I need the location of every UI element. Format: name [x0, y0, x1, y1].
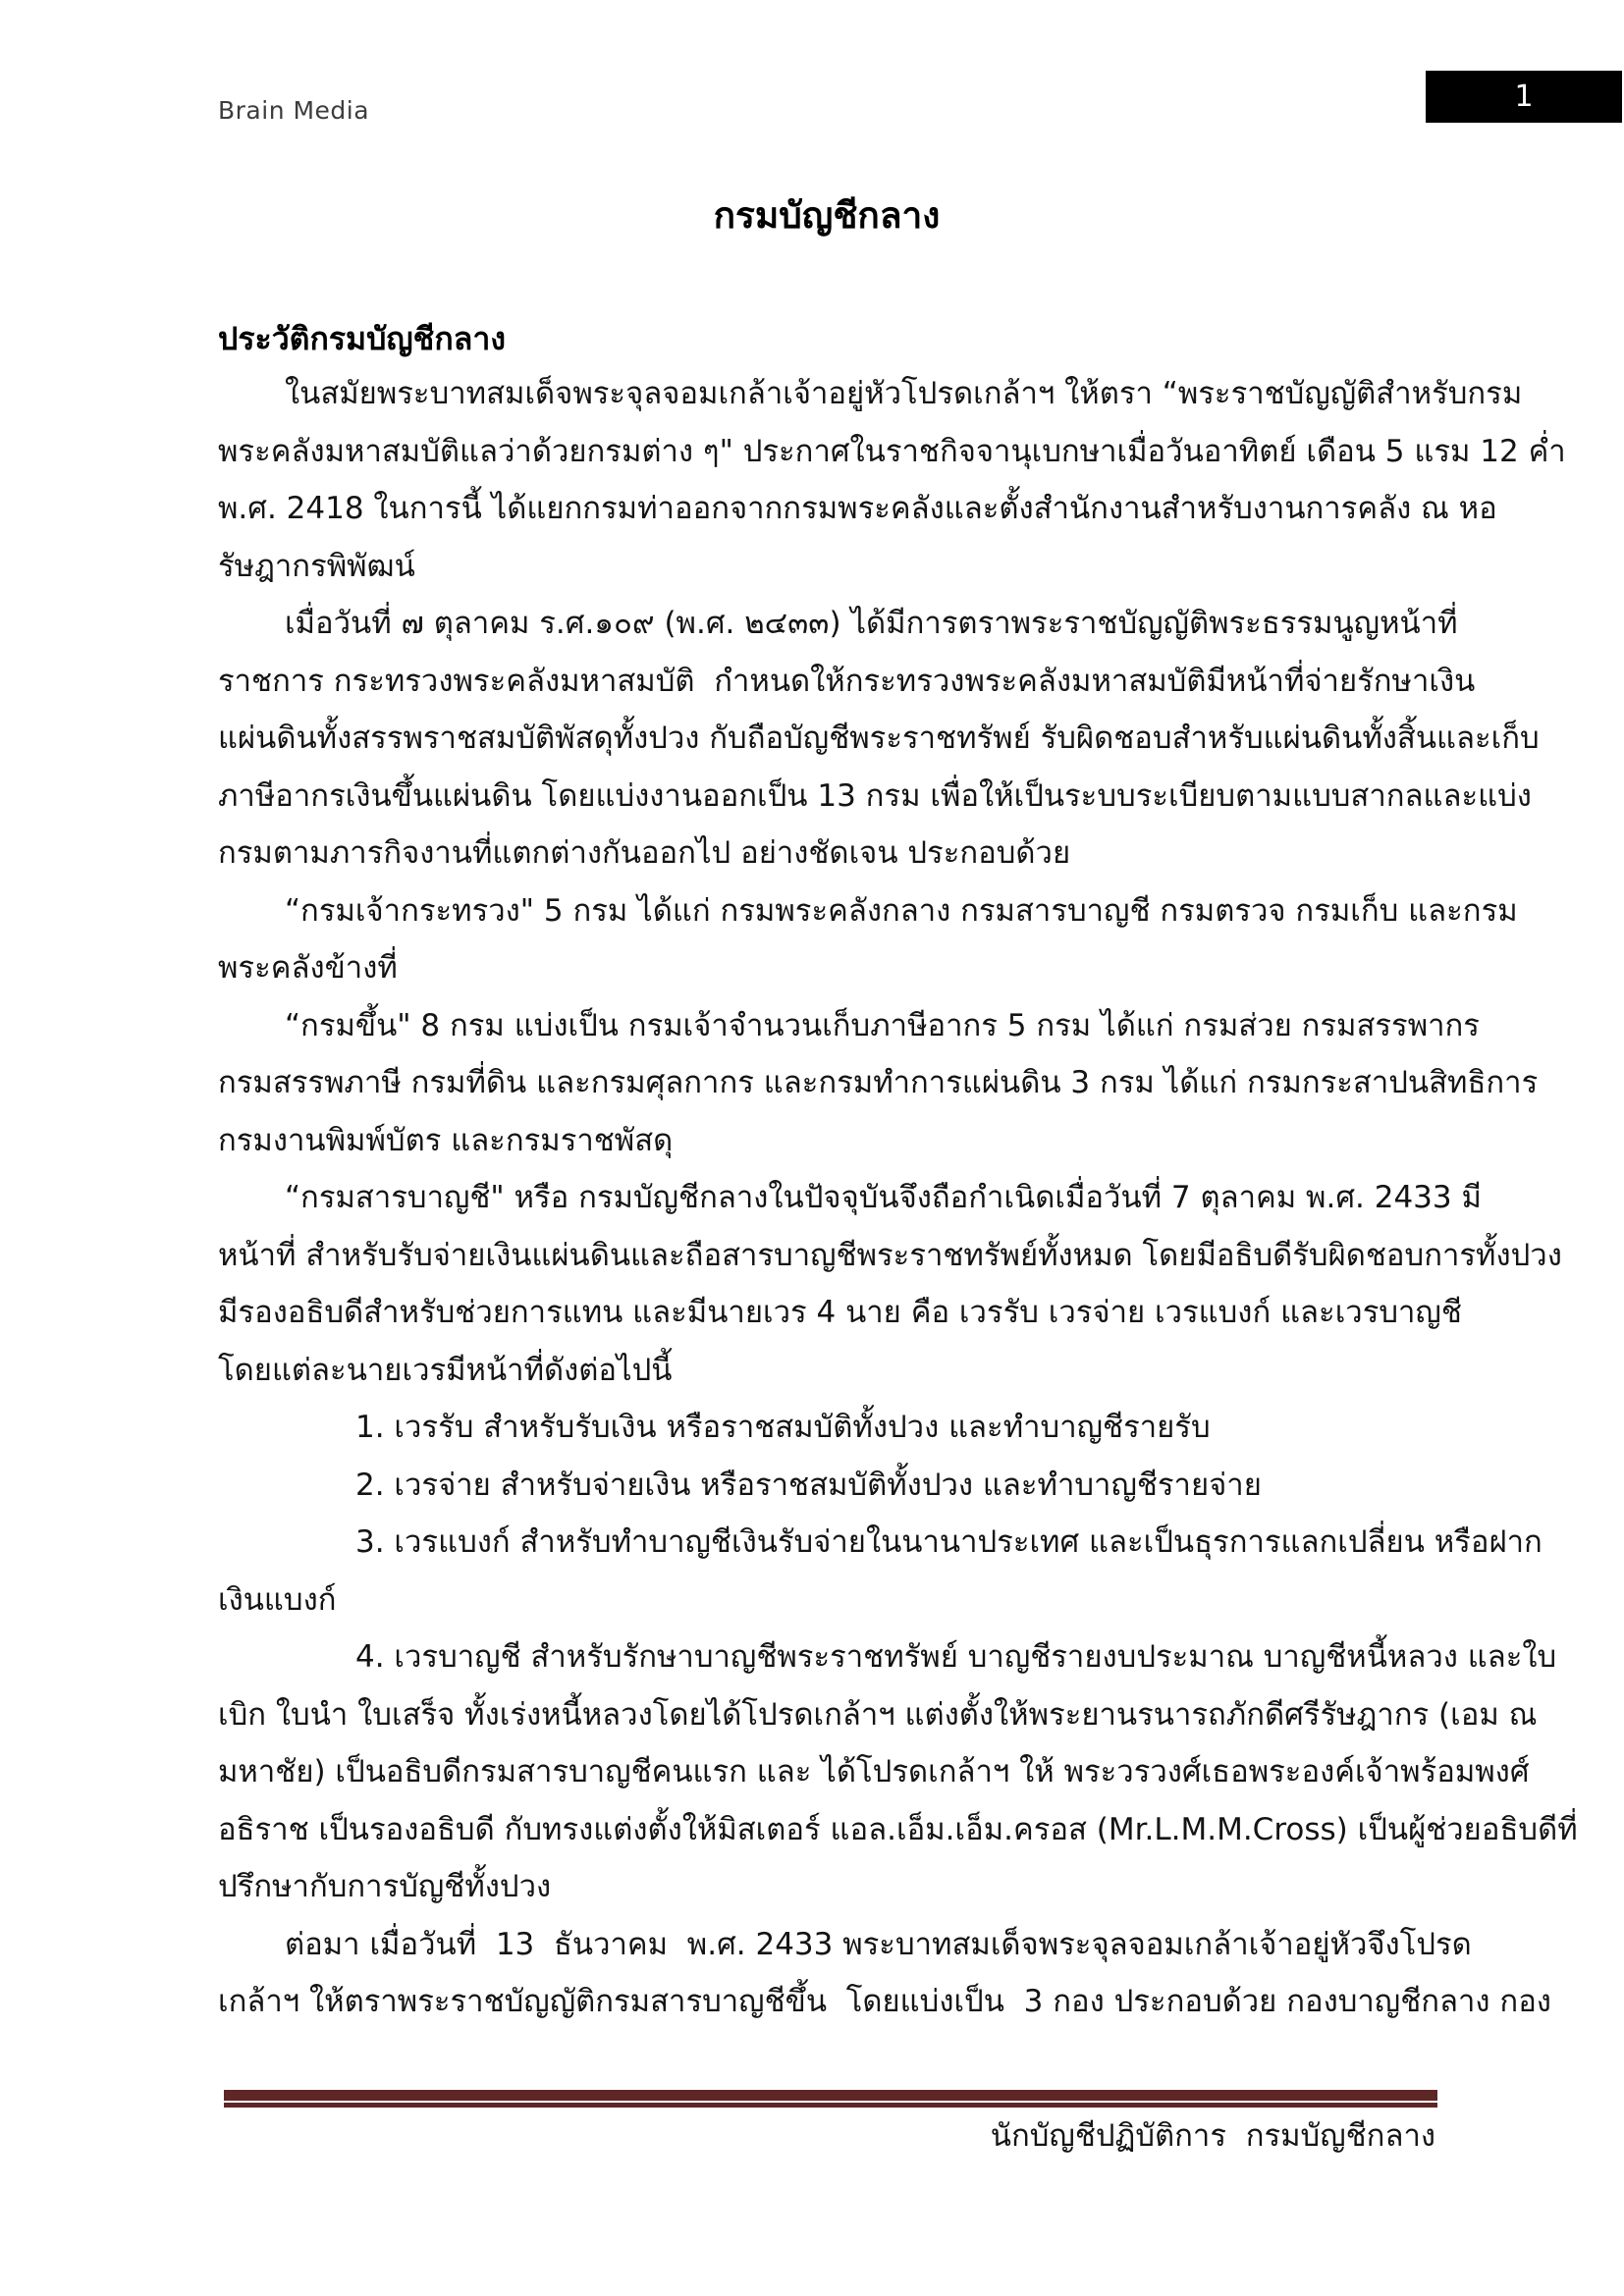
text-line: 3. เวรแบงก์ สำหรับทำบาญชีเงินรับจ่ายในนานาประเทศ และเป็นธุรการแลกเปลี่ยน หรือฝาก — [355, 1524, 1543, 1560]
text-line: แผ่นดินทั้งสรรพราชสมบัติพัสดุทั้งปวง กับถือบัญชีพระราชทรัพย์ รับผิดชอบสำหรับแผ่นดินทั้งสิ้นและเก็บ — [218, 721, 1540, 756]
text-line: กรมตามภารกิจงานที่แตกต่างกันออกไป อย่างชัดเจน ประกอบด้วย — [218, 835, 1071, 871]
text-line: โดยแต่ละนายเวรมีหน้าที่ดังต่อไปนี้ — [218, 1352, 673, 1388]
footer-rule-thin — [224, 2103, 1437, 2108]
text-line: 1. เวรรับ สำหรับรับเงิน หรือราชสมบัติทั้งปวง และทำบาญชีรายรับ — [355, 1410, 1211, 1445]
text-line: ต่อมา เมื่อวันที่ 13 ธันวาคม พ.ศ. 2433 พระบาทสมเด็จพระจุลจอมเกล้าเจ้าอยู่หัวจึงโปรด — [285, 1926, 1472, 1962]
text-line: ราชการ กระทรวงพระคลังมหาสมบัติ กำหนดให้กระทรวงพระคลังมหาสมบัติมีหน้าที่จ่ายรักษาเงิน — [218, 663, 1476, 699]
text-line: กรมงานพิมพ์บัตร และกรมราชพัสดุ — [218, 1122, 674, 1158]
text-line: เมื่อวันที่ ๗ ตุลาคม ร.ศ.๑๐๙ (พ.ศ. ๒๔๓๓) ได้มีการตราพระราชบัญญัติพระธรรมนูญหน้าที่ — [285, 606, 1458, 641]
text-line: หน้าที่ สำหรับรับจ่ายเงินแผ่นดินและถือสารบาญชีพระราชทรัพย์ทั้งหมด โดยมีอธิบดีรับผิดชอบการทั้งปวง — [218, 1237, 1562, 1273]
text-line: ปรึกษากับการบัญชีทั้งปวง — [218, 1869, 552, 1904]
footer-rule — [224, 2090, 1437, 2108]
page-number: 1 — [1514, 80, 1534, 114]
page-number-box — [1426, 71, 1622, 123]
text-line: พระคลังข้างที่ — [218, 950, 398, 986]
document-body — [218, 365, 1578, 2031]
section-heading: ประวัติกรมบัญชีกลาง — [218, 320, 506, 357]
text-line: มีรองอธิบดีสำหรับช่วยการแทน และมีนายเวร 4 นาย คือ เวรรับ เวรจ่าย เวรแบงก์ และเวรบาญชี — [218, 1295, 1462, 1330]
text-line: กรมสรรพภาษี กรมที่ดิน และกรมศุลกากร และกรมทำการแผ่นดิน 3 กรม ได้แก่ กรมกระสาปนสิทธิการ — [218, 1065, 1539, 1100]
text-line: เบิก ใบนำ ใบเสร็จ ทั้งเร่งหนี้หลวงโดยได้โปรดเกล้าฯ แต่งตั้งให้พระยานรนารถภักดีศรีรัษฎากร (เอม ณ — [218, 1696, 1538, 1733]
text-line: 4. เวรบาญชี สำหรับรักษาบาญชีพระราชทรัพย์ บาญชีรายงบประมาณ บาญชีหนี้หลวง และใบ — [355, 1639, 1557, 1675]
text-line: พระคลังมหาสมบัติแลว่าด้วยกรมต่าง ๆ" ประกาศในราชกิจจานุเบกษาเมื่อวันอาทิตย์ เดือน 5 แรม 12 ค่ำ — [218, 433, 1566, 469]
text-line: มหาชัย) เป็นอธิบดีกรมสารบาญชีคนแรก และ ได้โปรดเกล้าฯ ให้ พระวรวงศ์เธอพระองค์เจ้าพร้อมพงศ์ — [218, 1754, 1530, 1789]
footer-rule-thick — [224, 2090, 1437, 2101]
text-line: เกล้าฯ ให้ตราพระราชบัญญัติกรมสารบาญชีขึ้น โดยแบ่งเป็น 3 กอง ประกอบด้วย กองบาญชีกลาง กอง — [218, 1984, 1551, 2019]
text-line: พ.ศ. 2418 ในการนี้ ได้แยกกรมท่าออกจากกรมพระคลังและตั้งสำนักงานสำหรับงานการคลัง ณ หอ — [218, 491, 1497, 526]
text-line: “กรมขึ้น" 8 กรม แบ่งเป็น กรมเจ้าจำนวนเก็บภาษีอากร 5 กรม ได้แก่ กรมส่วย กรมสรรพากร — [285, 1007, 1480, 1043]
text-line: ในสมัยพระบาทสมเด็จพระจุลจอมเกล้าเจ้าอยู่หัวโปรดเกล้าฯ ให้ตรา “พระราชบัญญัติสำหรับกรม — [285, 376, 1523, 411]
text-line: “กรมเจ้ากระทรวง" 5 กรม ได้แก่ กรมพระคลังกลาง กรมสารบาญชี กรมตรวจ กรมเก็บ และกรม — [285, 892, 1518, 929]
text-line: เงินแบงก์ — [218, 1581, 337, 1618]
text-line: อธิราช เป็นรองอธิบดี กับทรงแต่งตั้งให้มิสเตอร์ แอล.เอ็ม.เอ็ม.ครอส (Mr.L.M.M.Cross) เป็นผู้ช่วยอธิบดีที่ — [218, 1811, 1578, 1847]
brand-header: Brain Media — [218, 96, 370, 125]
text-line: “กรมสารบาญชี" หรือ กรมบัญชีกลางในปัจจุบันจึงถือกำเนิดเมื่อวันที่ 7 ตุลาคม พ.ศ. 2433 มี — [285, 1180, 1482, 1215]
document-title: กรมบัญชีกลาง — [713, 194, 941, 237]
text-line: รัษฎากรพิพัฒน์ — [218, 548, 415, 584]
text-line: ภาษีอากรเงินขึ้นแผ่นดิน โดยแบ่งงานออกเป็น 13 กรม เพื่อให้เป็นระบบระเบียบตามแบบสากลและแบ่ง — [218, 777, 1532, 814]
footer-text: นักบัญชีปฏิบัติการ กรมบัญชีกลาง — [990, 2118, 1435, 2154]
text-line: 2. เวรจ่าย สำหรับจ่ายเงิน หรือราชสมบัติทั้งปวง และทำบาญชีรายจ่าย — [355, 1467, 1262, 1503]
